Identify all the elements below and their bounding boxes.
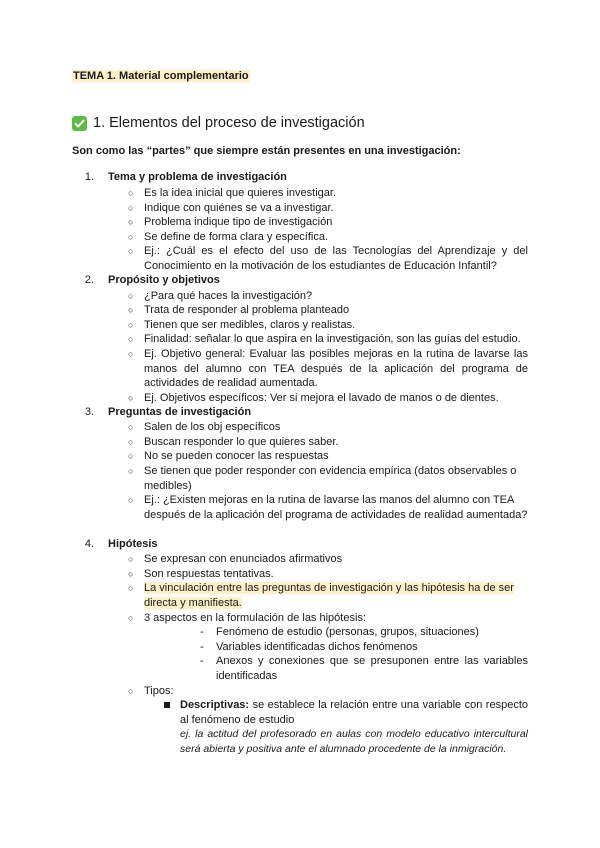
list-item: ○ Buscan responder lo que quieres saber. xyxy=(128,436,339,448)
item-title: Tema y problema de investigación xyxy=(108,171,287,183)
list-item: ○ Se define de forma clara y específica. xyxy=(128,231,329,243)
sub-list-item: - Fenómeno de estudio (personas, grupos, situaciones) xyxy=(200,626,479,638)
list-item: ○ Trata de responder al problema planteado xyxy=(128,304,350,316)
list-item: ○ Tienen que ser medibles, claros y realistas. xyxy=(128,319,356,331)
list-item: ○ Tipos: xyxy=(128,685,174,697)
list-item: ○ Se expresan con enunciados afirmativos xyxy=(128,553,343,565)
section-title xyxy=(72,115,365,131)
type-example: ej. la actitud del profesorado en aulas con modelo educativo intercultural será abierta y positiva ante el alumnado procedente de la inmigración. xyxy=(180,728,528,755)
check-mark-icon xyxy=(72,116,87,131)
highlighted-list-item: ○ La vinculación entre las preguntas de investigación y las hipótesis ha de ser directa y manifiesta. xyxy=(128,582,514,609)
list-item: ○ No se pueden conocer las respuestas xyxy=(128,450,329,462)
list-item: ○ Ej. Objetivo general: Evaluar las posibles mejoras en la rutina de lavarse las manos del alumno con TEA después de la aplicación del programa de actividades de realidad aumentada. xyxy=(128,348,528,389)
sub-list-item: - Anexos y conexiones que se presuponen entre las variables identificadas xyxy=(200,655,528,682)
item-title: Propósito y objetivos xyxy=(108,274,220,286)
document-heading: TEMA 1. Material complementario xyxy=(73,70,249,82)
intro-text: Son como las “partes” que siempre están presentes en una investigación: xyxy=(72,145,461,157)
list-item: ○ Ej. Objetivos específicos: Ver si mejora el lavado de manos o de dientes. xyxy=(128,392,499,404)
list-item: ○ Son respuestas tentativas. xyxy=(128,568,274,580)
item-number: 1. xyxy=(84,171,94,183)
list-item: ○ Salen de los obj específicos xyxy=(128,421,281,433)
list-item: ○ ¿Para qué haces la investigación? xyxy=(128,290,313,302)
list-item: ○ Ej.: ¿Existen mejoras en la rutina de lavarse las manos del alumno con TEA después de la aplicación del programa de actividades de realidad aumentada? xyxy=(128,494,528,521)
list-item: ○ 3 aspectos en la formulación de las hipótesis: xyxy=(128,612,366,624)
item-number: 3. xyxy=(84,406,94,418)
sub-list-item: - Variables identificadas dichos fenómenos xyxy=(200,641,418,653)
item-number: 2. xyxy=(84,274,94,286)
square-bullet-icon xyxy=(164,702,170,708)
section-title-text: 1. Elementos del proceso de investigación xyxy=(93,115,365,131)
item-number: 4. xyxy=(84,538,94,550)
item-title: Preguntas de investigación xyxy=(108,406,252,418)
list-item: ○ Es la idea inicial que quieres investigar. xyxy=(128,187,337,199)
list-item: ○ Finalidad: señalar lo que aspira en la investigación, son las guías del estudio. xyxy=(128,333,521,345)
list-item: ○ Ej.: ¿Cuál es el efecto del uso de las Tecnologías del Aprendizaje y del Conocimiento en la motivación de los estudiantes de Educación Infantil? xyxy=(128,245,528,272)
item-title: Hipótesis xyxy=(108,538,158,550)
list-item: ○ Indique con quiénes se va a investigar. xyxy=(128,202,334,214)
type-item-descriptivas: Descriptivas: se establece la relación entre una variable con respecto al fenómeno de estudio xyxy=(180,698,528,727)
list-item: ○ Se tienen que poder responder con evidencia empírica (datos observables o medibles) xyxy=(128,465,517,492)
list-item: ○ Problema indique tipo de investigación xyxy=(128,216,333,228)
